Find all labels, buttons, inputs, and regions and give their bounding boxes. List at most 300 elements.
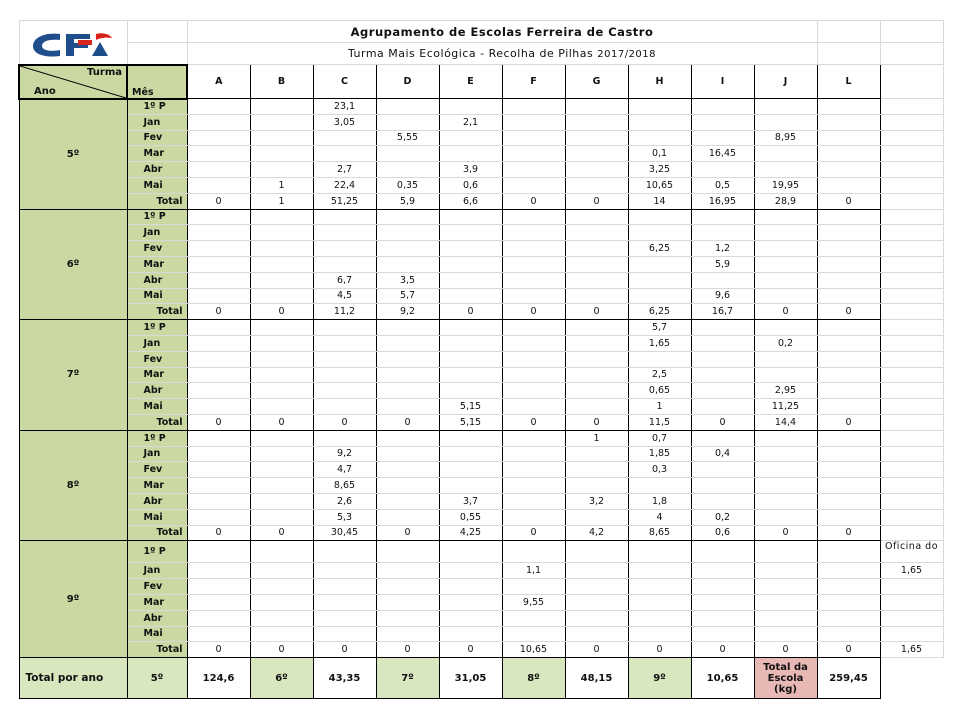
footer-row <box>19 658 943 699</box>
cell-value <box>250 335 313 351</box>
cell-value <box>439 335 502 351</box>
cell-value <box>817 383 880 399</box>
cell-value <box>313 399 376 415</box>
cell-value <box>754 256 817 272</box>
cell-value <box>502 177 565 193</box>
cell-value <box>817 367 880 383</box>
cell-value: 5,9 <box>691 256 754 272</box>
month-label: Mar <box>127 367 187 383</box>
cell-value <box>565 241 628 257</box>
cell-value <box>628 594 691 610</box>
table-row <box>19 288 943 304</box>
year-label: 9º <box>19 541 127 658</box>
cell-value <box>187 478 250 494</box>
sheet-title: Agrupamento de Escolas Ferreira de Castro <box>187 21 817 43</box>
cell-value <box>376 209 439 225</box>
cell-value <box>313 541 376 563</box>
cell-value: 11,5 <box>628 414 691 430</box>
cell-value <box>439 146 502 162</box>
cell-value <box>754 288 817 304</box>
cell-value: 6,25 <box>628 241 691 257</box>
cell-value <box>754 478 817 494</box>
cell-value <box>187 146 250 162</box>
year-label: 8º <box>19 430 127 541</box>
cell-value: 1,1 <box>502 563 565 579</box>
month-label: Mar <box>127 478 187 494</box>
cell-value: 1 <box>250 177 313 193</box>
cell-value <box>691 594 754 610</box>
cell-value: 6,7 <box>313 272 376 288</box>
cell-value <box>376 509 439 525</box>
footer-year-label: 9º <box>628 658 691 699</box>
month-label: Abr <box>127 272 187 288</box>
cell-value <box>628 478 691 494</box>
cell-value: 0 <box>502 525 565 541</box>
cell-value <box>754 114 817 130</box>
cell-value <box>691 351 754 367</box>
cell-value <box>817 256 880 272</box>
cell-value: 0,55 <box>439 509 502 525</box>
cell-value: 0 <box>565 193 628 209</box>
cell-value <box>754 563 817 579</box>
table-row <box>19 414 943 430</box>
cell-value: 1 <box>250 193 313 209</box>
cell-value: 2,5 <box>628 367 691 383</box>
cell-value <box>691 462 754 478</box>
cell-value: 30,45 <box>313 525 376 541</box>
cell-value <box>502 130 565 146</box>
cell-value <box>817 241 880 257</box>
corner-header <box>19 65 127 99</box>
cell-value <box>817 509 880 525</box>
cell-value: 0 <box>250 304 313 320</box>
table-row <box>19 320 943 336</box>
cell-value <box>313 256 376 272</box>
month-label: Mai <box>127 509 187 525</box>
cell-value <box>817 288 880 304</box>
cell-value <box>439 541 502 563</box>
table-row <box>19 446 943 462</box>
ano-label: Ano <box>34 85 56 97</box>
cell-value <box>691 272 754 288</box>
cell-value <box>628 541 691 563</box>
cell-value <box>439 225 502 241</box>
column-header-c: C <box>313 65 376 99</box>
table-row <box>19 99 943 115</box>
cell-value <box>187 99 250 115</box>
cell-value <box>691 626 754 642</box>
cell-value <box>439 288 502 304</box>
cell-value <box>565 335 628 351</box>
cell-value <box>250 146 313 162</box>
cell-value <box>817 446 880 462</box>
cell-value <box>754 367 817 383</box>
cell-value <box>187 256 250 272</box>
cell-value: 0,2 <box>691 509 754 525</box>
cell-value: 8,65 <box>628 525 691 541</box>
cell-value: 0,5 <box>691 177 754 193</box>
cell-value <box>817 430 880 446</box>
cell-value <box>313 594 376 610</box>
cell-value <box>565 99 628 115</box>
cell-value: 0,65 <box>628 383 691 399</box>
table-row <box>19 430 943 446</box>
table-row <box>19 272 943 288</box>
cell-value <box>250 225 313 241</box>
cell-value: 0,4 <box>691 446 754 462</box>
cell-value <box>250 320 313 336</box>
cell-value <box>502 541 565 563</box>
cell-value <box>565 462 628 478</box>
cell-value <box>754 430 817 446</box>
cell-value: 4,5 <box>313 288 376 304</box>
cell-value <box>439 462 502 478</box>
footer-year-total: 10,65 <box>691 658 754 699</box>
cell-value: 0 <box>628 642 691 658</box>
cell-value <box>817 351 880 367</box>
cell-value <box>250 162 313 178</box>
cell-value <box>817 399 880 415</box>
cell-value: 8,95 <box>754 130 817 146</box>
cell-value <box>628 610 691 626</box>
cell-value: 0,35 <box>376 177 439 193</box>
cell-value <box>376 320 439 336</box>
month-label: Jan <box>127 335 187 351</box>
cell-value <box>691 541 754 563</box>
cell-value <box>817 335 880 351</box>
cell-value: 9,2 <box>313 446 376 462</box>
turma-label: Turma <box>87 66 122 78</box>
cell-value <box>502 335 565 351</box>
cell-value <box>502 241 565 257</box>
cell-value <box>502 462 565 478</box>
cell-value: 3,25 <box>628 162 691 178</box>
total-label: Total <box>127 304 187 320</box>
cell-value <box>439 563 502 579</box>
cell-value: 6,25 <box>628 304 691 320</box>
cell-value <box>313 610 376 626</box>
cell-value: 1,85 <box>628 446 691 462</box>
cell-value: 0 <box>313 414 376 430</box>
cell-value <box>376 367 439 383</box>
month-label: Abr <box>127 493 187 509</box>
cell-value <box>250 288 313 304</box>
cell-value <box>628 209 691 225</box>
oficina-jan-value: 1,65 <box>880 563 943 579</box>
cell-value <box>565 563 628 579</box>
cell-value <box>817 626 880 642</box>
school-total-label: Total da Escola (kg) <box>754 658 817 699</box>
cell-value <box>628 99 691 115</box>
cell-value <box>565 351 628 367</box>
cell-value <box>502 509 565 525</box>
cell-value: 0 <box>250 642 313 658</box>
cell-value: 22,4 <box>313 177 376 193</box>
cell-value <box>439 351 502 367</box>
cell-value <box>187 335 250 351</box>
cell-value <box>250 541 313 563</box>
cell-value <box>502 446 565 462</box>
cell-value <box>376 241 439 257</box>
table-row <box>19 162 943 178</box>
total-label: Total <box>127 525 187 541</box>
cell-value <box>376 579 439 595</box>
cell-value <box>628 225 691 241</box>
cell-value: 51,25 <box>313 193 376 209</box>
month-label: Jan <box>127 446 187 462</box>
cell-value: 6,6 <box>439 193 502 209</box>
year-label: 7º <box>19 320 127 431</box>
column-header-l: L <box>817 65 880 99</box>
cell-value <box>691 478 754 494</box>
cell-value <box>502 99 565 115</box>
cell-value <box>754 610 817 626</box>
cell-value: 0 <box>250 525 313 541</box>
cell-value <box>502 146 565 162</box>
month-label: 1º P <box>127 99 187 115</box>
cell-value <box>565 177 628 193</box>
cell-value <box>313 383 376 399</box>
cell-value: 1,8 <box>628 493 691 509</box>
table-row <box>19 241 943 257</box>
cell-value <box>502 114 565 130</box>
cell-value <box>313 225 376 241</box>
table-row <box>19 335 943 351</box>
cell-value <box>565 610 628 626</box>
cell-value <box>313 146 376 162</box>
cell-value: 0 <box>817 304 880 320</box>
month-label: Abr <box>127 610 187 626</box>
cell-value <box>250 610 313 626</box>
column-header-a: A <box>187 65 250 99</box>
cell-value: 0 <box>250 414 313 430</box>
cell-value <box>502 162 565 178</box>
cell-value <box>313 430 376 446</box>
cell-value <box>376 399 439 415</box>
column-header-d: D <box>376 65 439 99</box>
cell-value <box>502 383 565 399</box>
month-label: 1º P <box>127 430 187 446</box>
cell-value <box>313 130 376 146</box>
cell-value <box>817 209 880 225</box>
month-label: Fev <box>127 462 187 478</box>
cell-value <box>187 367 250 383</box>
year-label: 5º <box>19 99 127 210</box>
column-header-j: J <box>754 65 817 99</box>
cell-value <box>565 383 628 399</box>
recycling-spreadsheet <box>18 20 944 699</box>
month-label: Mai <box>127 626 187 642</box>
table-row <box>19 256 943 272</box>
cell-value <box>691 335 754 351</box>
cell-value: 3,2 <box>565 493 628 509</box>
cell-value <box>502 320 565 336</box>
month-label: Fev <box>127 241 187 257</box>
cell-value <box>817 225 880 241</box>
cell-value: 4,7 <box>313 462 376 478</box>
cell-value <box>313 579 376 595</box>
cell-value <box>628 130 691 146</box>
cell-value <box>502 399 565 415</box>
cell-value <box>691 383 754 399</box>
cell-value <box>187 383 250 399</box>
cell-value <box>817 99 880 115</box>
month-label: Mai <box>127 399 187 415</box>
cell-value <box>376 541 439 563</box>
cell-value: 0 <box>187 304 250 320</box>
cell-value <box>817 272 880 288</box>
cell-value <box>565 626 628 642</box>
cell-value: 5,7 <box>628 320 691 336</box>
cell-value: 0,6 <box>691 525 754 541</box>
cell-value: 9,55 <box>502 594 565 610</box>
cell-value <box>565 478 628 494</box>
cell-value: 0 <box>187 193 250 209</box>
cell-value <box>250 99 313 115</box>
cell-value <box>691 493 754 509</box>
cell-value <box>754 209 817 225</box>
cell-value: 5,15 <box>439 414 502 430</box>
cell-value <box>376 256 439 272</box>
table-row <box>19 304 943 320</box>
cell-value: 0,6 <box>439 177 502 193</box>
cell-value <box>187 225 250 241</box>
column-header-b: B <box>250 65 313 99</box>
month-label: 1º P <box>127 541 187 563</box>
cell-value <box>376 446 439 462</box>
cell-value: 5,3 <box>313 509 376 525</box>
cell-value <box>376 335 439 351</box>
table-row <box>19 209 943 225</box>
cell-value <box>754 162 817 178</box>
table-row <box>19 462 943 478</box>
cell-value <box>691 320 754 336</box>
cell-value <box>817 594 880 610</box>
cell-value <box>565 146 628 162</box>
cell-value: 0,3 <box>628 462 691 478</box>
table-row <box>19 367 943 383</box>
cell-value <box>187 177 250 193</box>
cell-value <box>502 209 565 225</box>
cell-value: 5,7 <box>376 288 439 304</box>
table-row <box>19 114 943 130</box>
cell-value: 0 <box>376 414 439 430</box>
cell-value <box>502 288 565 304</box>
cell-value: 4,2 <box>565 525 628 541</box>
cell-value <box>565 594 628 610</box>
cell-value <box>187 610 250 626</box>
cell-value <box>187 541 250 563</box>
cell-value <box>376 478 439 494</box>
cell-value <box>817 493 880 509</box>
table-row <box>19 383 943 399</box>
table-row <box>19 626 943 642</box>
cell-value: 0 <box>502 193 565 209</box>
cell-value <box>691 563 754 579</box>
cell-value <box>250 579 313 595</box>
cell-value <box>691 130 754 146</box>
cell-value <box>817 610 880 626</box>
cell-value: 2,6 <box>313 493 376 509</box>
cell-value <box>187 162 250 178</box>
cell-value <box>817 177 880 193</box>
cell-value <box>250 241 313 257</box>
cell-value: 0 <box>439 304 502 320</box>
cell-value <box>187 493 250 509</box>
cell-value <box>187 579 250 595</box>
cell-value: 1,65 <box>628 335 691 351</box>
cell-value <box>313 209 376 225</box>
cell-value <box>313 335 376 351</box>
cell-value <box>817 320 880 336</box>
cell-value <box>187 399 250 415</box>
cell-value <box>187 209 250 225</box>
cell-value <box>187 351 250 367</box>
total-por-ano-label: Total por ano <box>19 658 127 699</box>
cell-value <box>376 351 439 367</box>
cell-value <box>628 351 691 367</box>
cell-value <box>439 241 502 257</box>
cell-value: 28,9 <box>754 193 817 209</box>
cell-value: 0 <box>187 414 250 430</box>
cell-value <box>376 162 439 178</box>
cell-value: 0 <box>439 642 502 658</box>
cell-value <box>313 351 376 367</box>
cell-value <box>691 367 754 383</box>
cell-value <box>187 272 250 288</box>
cell-value <box>376 462 439 478</box>
cell-value <box>187 626 250 642</box>
cell-value: 0 <box>565 304 628 320</box>
cell-value <box>817 462 880 478</box>
table-row <box>19 525 943 541</box>
footer-year-total: 48,15 <box>565 658 628 699</box>
cell-value <box>817 114 880 130</box>
total-label: Total <box>127 414 187 430</box>
cell-value <box>754 351 817 367</box>
month-label: Fev <box>127 351 187 367</box>
table-row <box>19 610 943 626</box>
footer-year-total: 43,35 <box>313 658 376 699</box>
month-label: Jan <box>127 114 187 130</box>
month-label: Mar <box>127 256 187 272</box>
cell-value <box>439 594 502 610</box>
cell-value <box>250 272 313 288</box>
cell-value <box>628 256 691 272</box>
cell-value <box>628 288 691 304</box>
cell-value <box>439 130 502 146</box>
column-header-g: G <box>565 65 628 99</box>
cell-value <box>754 99 817 115</box>
cell-value <box>691 579 754 595</box>
cell-value <box>439 256 502 272</box>
school-year: 2017/2018 <box>597 49 657 60</box>
footer-year-label: 7º <box>376 658 439 699</box>
cell-value <box>754 446 817 462</box>
cell-value <box>187 114 250 130</box>
cell-value <box>187 594 250 610</box>
cell-value <box>502 493 565 509</box>
cell-value <box>250 256 313 272</box>
cell-value: 0 <box>313 642 376 658</box>
cell-value: 0 <box>187 525 250 541</box>
cell-value <box>628 272 691 288</box>
cell-value <box>376 430 439 446</box>
cell-value <box>565 225 628 241</box>
cell-value <box>250 399 313 415</box>
cell-value <box>817 130 880 146</box>
table-row <box>19 225 943 241</box>
